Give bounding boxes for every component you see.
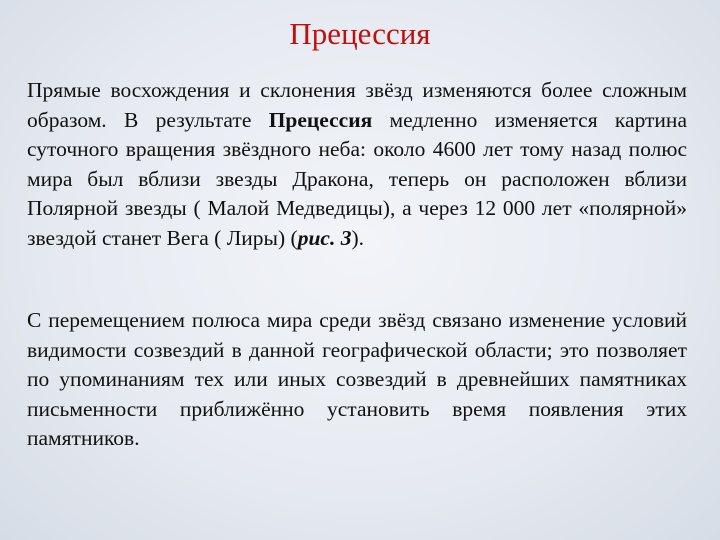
precession-bold-term: Прецессия: [268, 107, 373, 132]
paragraph-precession-description: [27, 76, 687, 253]
paragraph-pole-movement: С перемещением полюса мира среди звёзд связано изменение условий видимости созвездий в данной географической области; это позволяет по упоминаниям тех или иных созвездий в древнейших памятниках письменности приближённо установить время появления этих памятников.: [27, 308, 687, 450]
paragraph-1-text-end: ).: [351, 225, 364, 250]
figure-reference: рис. 3: [297, 225, 352, 250]
paragraph-1-text-middle: медленно изменяется картина суточного вращения звёздного неба: около 4600 лет тому назад полюс мира был вблизи звезды Дракона, теперь он расположен вблизи Полярной звезды ( Малой Медведицы), а через 12 000 лет «полярной» звездой станет Вега ( Лиры) (: [27, 107, 687, 250]
paragraph-1-text-start: Прямые восхождения и склонения звёзд изменяются более сложным образом. В результате: [27, 78, 687, 132]
slide-title: Прецессия: [289, 16, 431, 51]
